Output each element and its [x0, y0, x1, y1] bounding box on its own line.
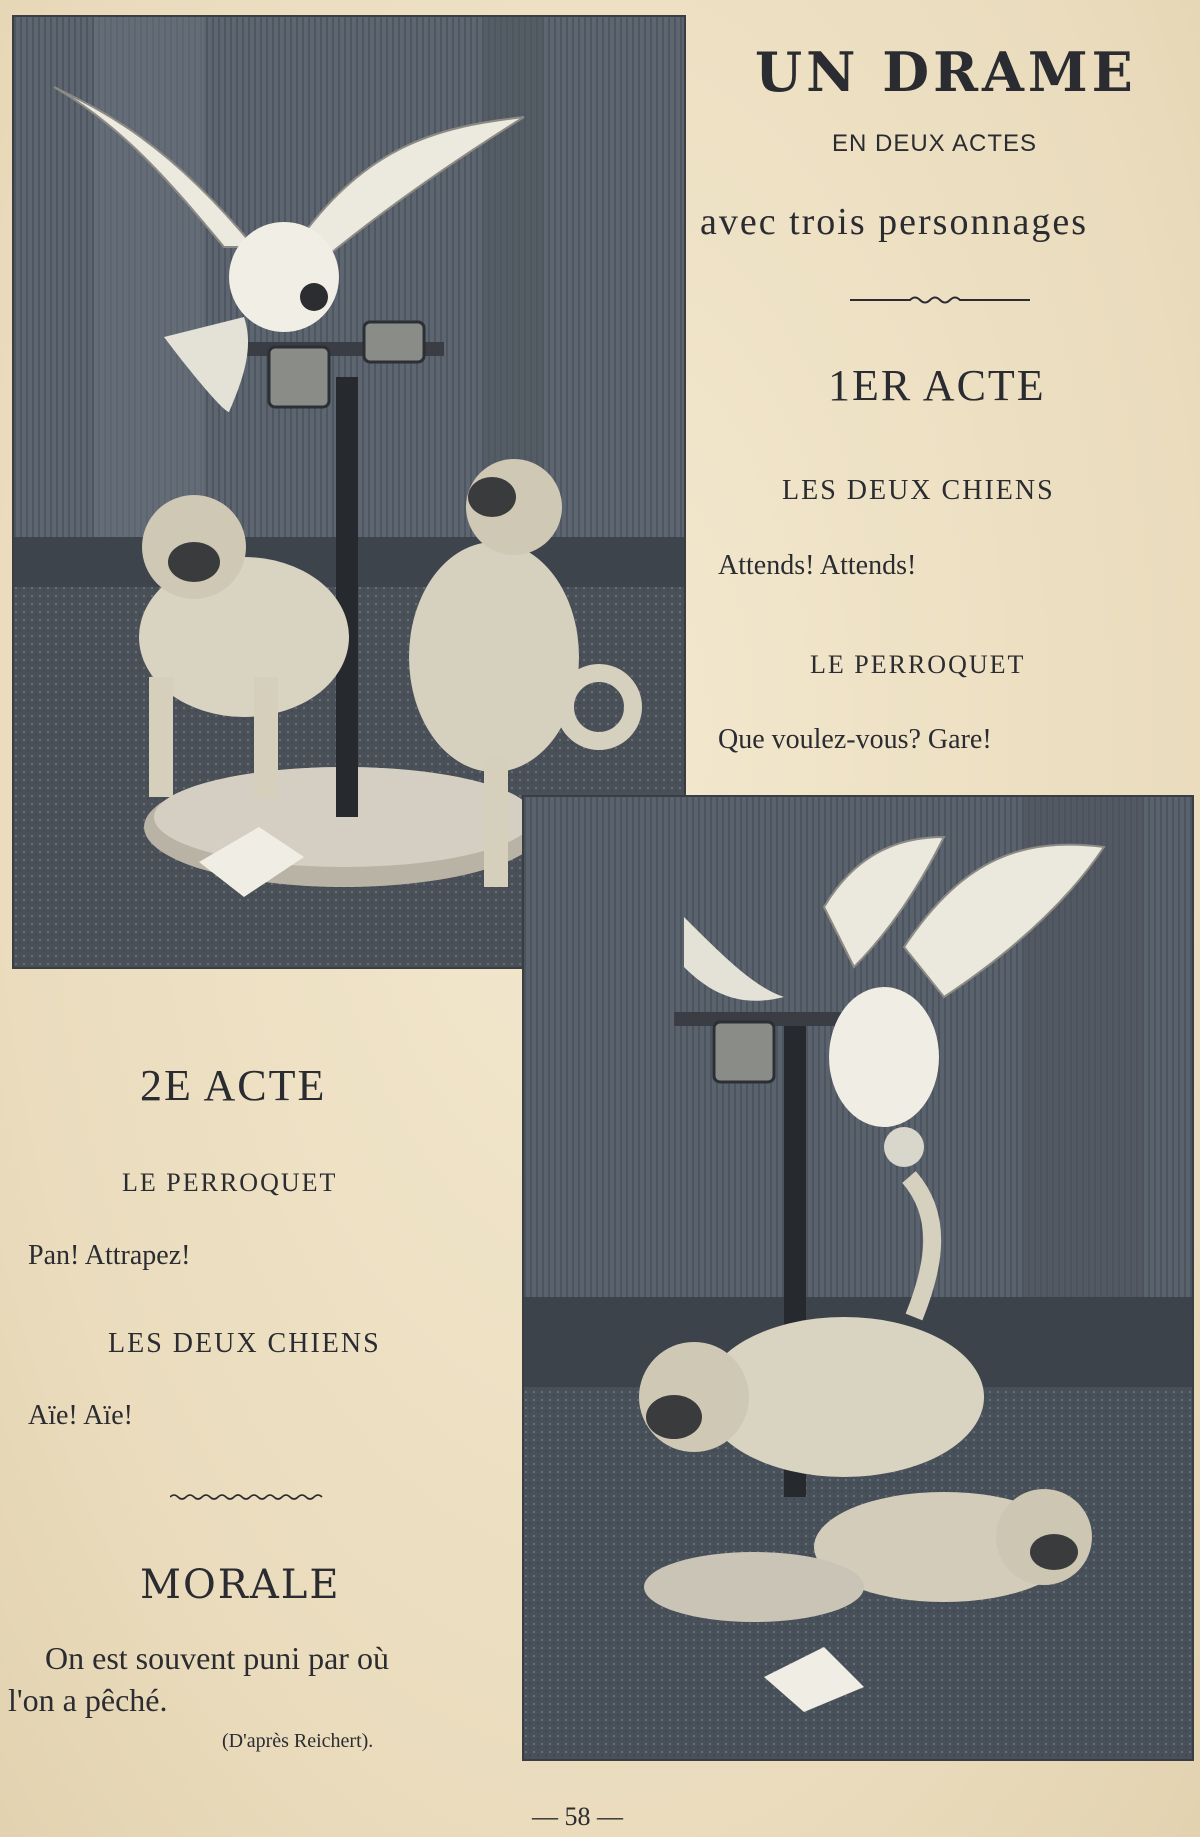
- page-title: UN DRAME: [755, 40, 1137, 104]
- act-1-line-dogs: Attends! Attends!: [718, 550, 917, 581]
- moral-line-1: On est souvent puni par où: [45, 1640, 389, 1676]
- act-2-heading: 2E ACTE: [140, 1061, 327, 1110]
- illustration-credit: (D'après Reichert).: [222, 1730, 374, 1752]
- act-1-character-dogs: LES DEUX CHIENS: [782, 475, 1055, 506]
- act-2-line-dogs: Aïe! Aïe!: [28, 1400, 133, 1431]
- act-2-character-dogs: LES DEUX CHIENS: [108, 1328, 381, 1359]
- act-1-line-parrot: Que voulez-vous? Gare!: [718, 724, 992, 755]
- subtitle-personnages: avec trois personnages: [700, 201, 1088, 243]
- act-1-heading: 1ER ACTE: [828, 361, 1046, 410]
- engraving-act-2: [522, 795, 1194, 1761]
- divider-ornament: [850, 293, 1030, 307]
- moral-heading: MORALE: [140, 1562, 341, 1608]
- act-1-character-parrot: LE PERROQUET: [810, 650, 1026, 679]
- subtitle: EN DEUX ACTES: [832, 130, 1038, 157]
- divider-wavy: [170, 1492, 326, 1502]
- act-2-line-parrot: Pan! Attrapez!: [28, 1240, 191, 1271]
- moral-line-2: l'on a pêché.: [8, 1682, 168, 1718]
- act-2-character-parrot: LE PERROQUET: [122, 1168, 338, 1197]
- page-number: — 58 —: [532, 1802, 623, 1831]
